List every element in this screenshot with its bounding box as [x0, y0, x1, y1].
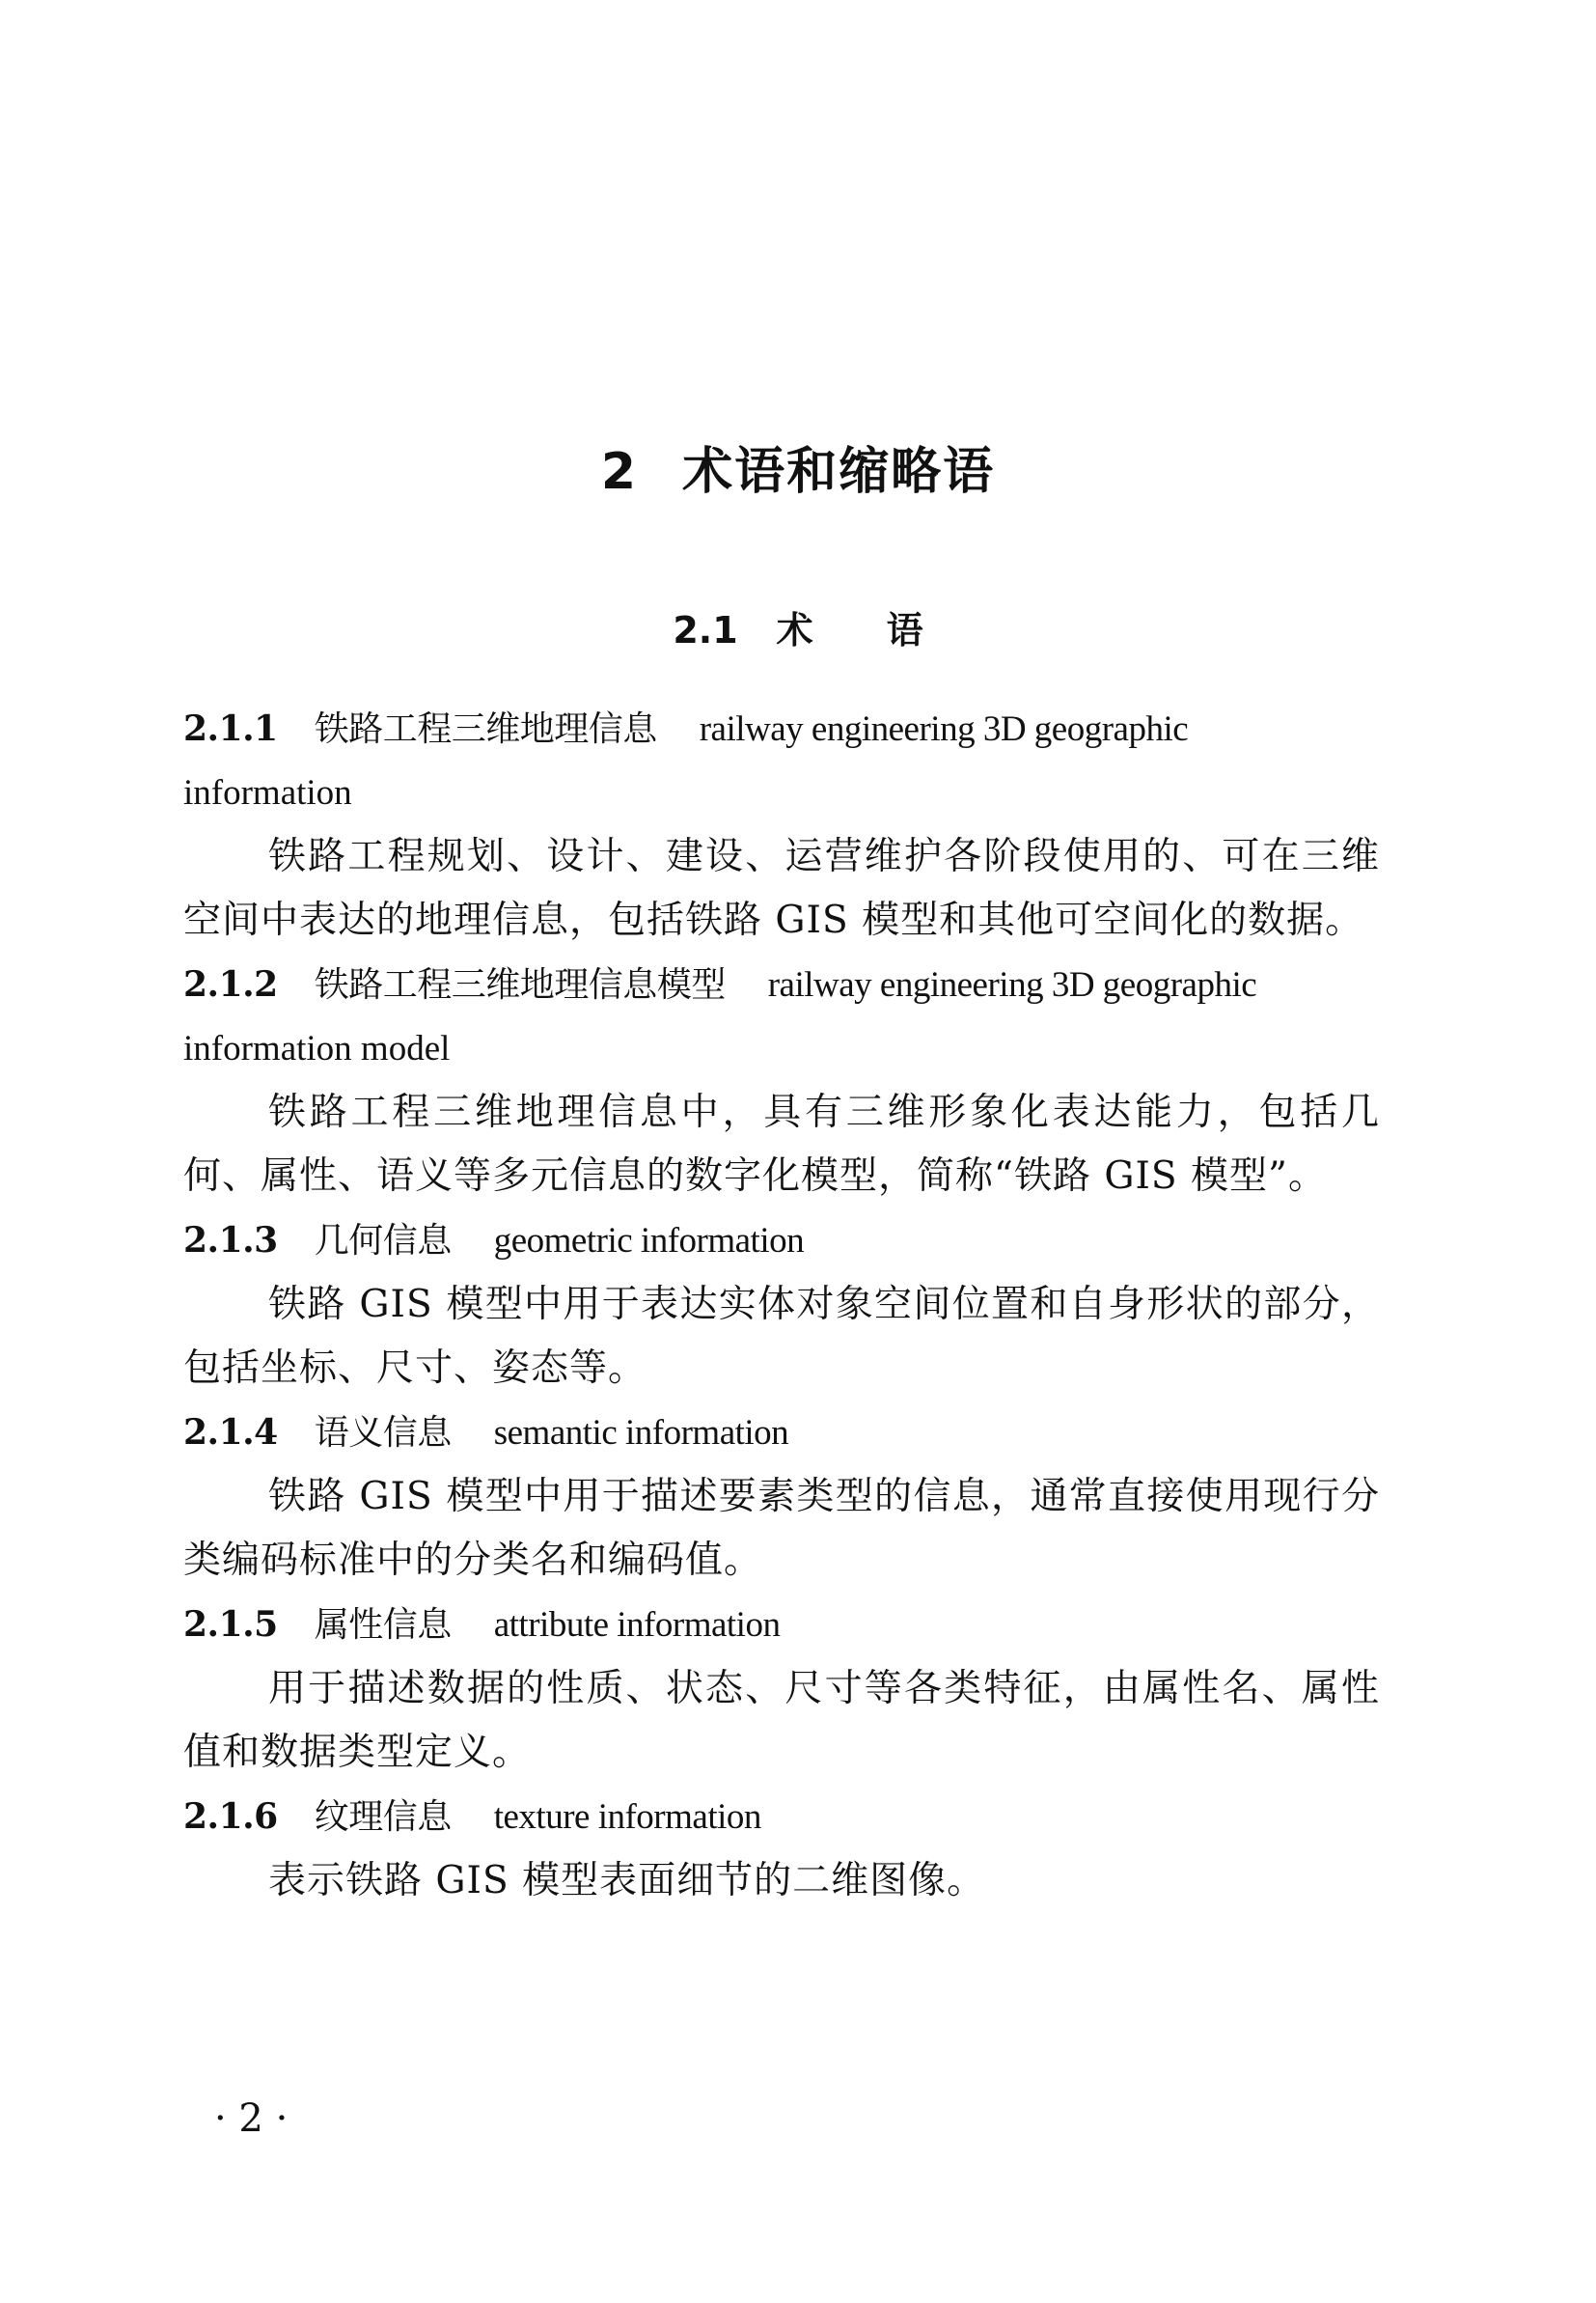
term-name-zh: 属性信息 [314, 1605, 452, 1645]
term-name-zh: 铁路工程三维地理信息模型 [314, 965, 726, 1005]
term-definition: 用于描述数据的性质、状态、尺寸等各类特征，由属性名、属性值和数据类型定义。 [183, 1667, 1380, 1774]
term-definition: 铁路工程三维地理信息中，具有三维形象化表达能力，包括几何、属性、语义等多元信息的数字化模型，简称“铁路 GIS 模型”。 [183, 1091, 1380, 1198]
term-name-en: railway engineering 3D geographic [699, 709, 1189, 749]
term-entry [183, 1785, 1380, 1913]
term-number: 2.1.2 [183, 964, 278, 1005]
terms-list [183, 697, 1380, 1913]
term-entry [183, 953, 1380, 1208]
section-title-text: 术 语 [776, 609, 923, 652]
term-name-en: railway engineering 3D geographic [767, 965, 1257, 1005]
term-name-en-continued: information [183, 773, 352, 813]
term-number: 2.1.1 [183, 708, 278, 749]
term-name-zh: 语义信息 [314, 1413, 452, 1453]
term-entry [183, 1593, 1380, 1785]
term-name-en-continued: information model [183, 1029, 451, 1068]
term-name-zh: 纹理信息 [314, 1797, 452, 1837]
term-entry [183, 697, 1380, 953]
term-definition: 铁路 GIS 模型中用于表达实体对象空间位置和自身形状的部分，包括坐标、尺寸、姿态等。 [183, 1283, 1380, 1390]
term-entry [183, 1401, 1380, 1593]
page-number: · 2 · [214, 2096, 289, 2141]
term-heading [183, 697, 1380, 762]
term-definition: 铁路 GIS 模型中用于描述要素类型的信息，通常直接使用现行分类编码标准中的分类名和编码值。 [183, 1475, 1380, 1582]
term-name-zh: 几何信息 [314, 1221, 452, 1261]
term-entry [183, 1208, 1380, 1401]
term-definition: 铁路工程规划、设计、建设、运营维护各阶段使用的、可在三维空间中表达的地理信息，包括铁路 GIS 模型和其他可空间化的数据。 [183, 835, 1380, 942]
term-heading [183, 1593, 1380, 1657]
term-heading [183, 1208, 1380, 1273]
term-name-zh: 铁路工程三维地理信息 [314, 709, 657, 749]
term-name-en: texture information [493, 1797, 761, 1837]
chapter-heading [0, 430, 1596, 503]
chapter-number: 2 [600, 443, 639, 501]
term-number: 2.1.6 [183, 1796, 278, 1837]
term-name-en: attribute information [493, 1605, 781, 1645]
term-number: 2.1.3 [183, 1220, 278, 1261]
chapter-title-text: 术语和缩略语 [682, 443, 996, 501]
term-number: 2.1.5 [183, 1604, 278, 1645]
section-number: 2.1 [673, 609, 738, 652]
section-heading [0, 600, 1596, 653]
term-definition: 表示铁路 GIS 模型表面细节的二维图像。 [268, 1859, 986, 1902]
term-heading [183, 953, 1380, 1017]
term-name-en: semantic information [493, 1413, 789, 1453]
term-heading [183, 1401, 1380, 1465]
term-number: 2.1.4 [183, 1412, 278, 1453]
term-name-en: geometric information [493, 1221, 805, 1261]
term-heading [183, 1785, 1380, 1849]
